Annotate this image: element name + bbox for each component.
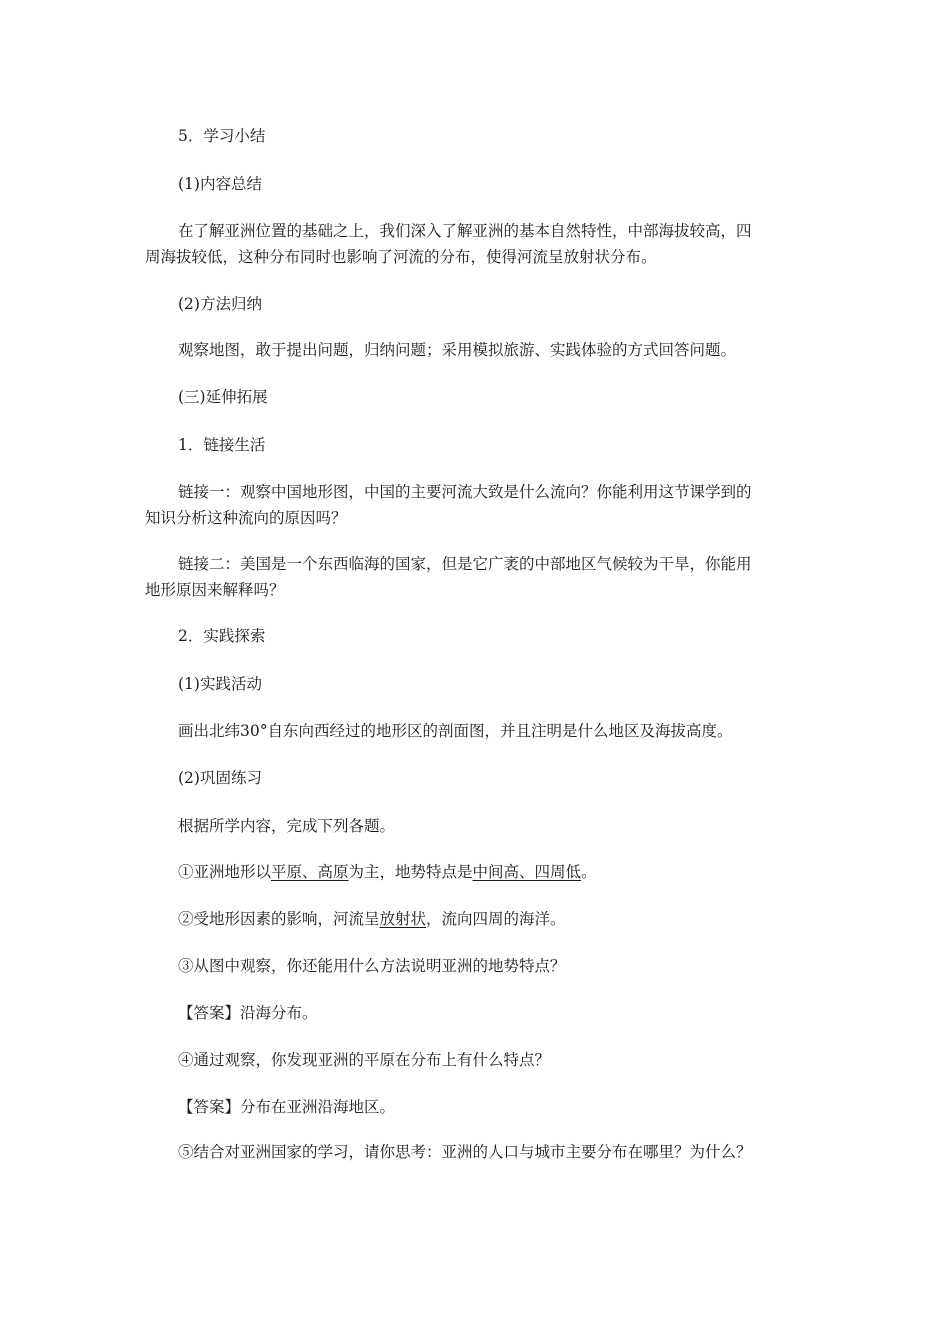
question-4: ④通过观察，你发现亚洲的平原在分布上有什么特点？ <box>178 1051 551 1069</box>
question-1-answer-1: 平原、高原 <box>271 863 349 881</box>
subheading-method-summary: (2)方法归纳 <box>178 295 262 313</box>
section-heading-summary: 5．学习小结 <box>178 127 266 145</box>
paragraph-content-line-1: 在了解亚洲位置的基础之上，我们深入了解亚洲的基本自然特性，中部海拔较高，四 <box>178 222 752 240</box>
question-2-suffix: ，流向四周的海洋。 <box>426 910 566 928</box>
question-1-middle: 为主，地势特点是 <box>348 863 473 881</box>
subheading-practice: 2．实践探索 <box>178 627 266 645</box>
paragraph-activity: 画出北纬30°自东向西经过的地形区的剖面图，并且注明是什么地区及海拔高度。 <box>178 722 733 740</box>
subheading-content-summary: (1)内容总结 <box>178 175 262 193</box>
question-2-answer: 放射状 <box>379 910 427 928</box>
question-3: ③从图中观察，你还能用什么方法说明亚洲的地势特点？ <box>178 957 566 975</box>
paragraph-method: 观察地图，敢于提出问题，归纳问题；采用模拟旅游、实践体验的方式回答问题。 <box>178 341 737 359</box>
subheading-exercise: (2)巩固练习 <box>178 769 262 787</box>
question-1-suffix: 。 <box>581 863 597 881</box>
question-3-answer: 【答案】沿海分布。 <box>178 1004 318 1022</box>
subheading-link-life: 1．链接生活 <box>178 436 266 454</box>
paragraph-content-line-2: 周海拔较低，这种分布同时也影响了河流的分布，使得河流呈放射状分布。 <box>145 248 657 266</box>
link-one-line-1: 链接一：观察中国地形图，中国的主要河流大致是什么流向？你能利用这节课学到的 <box>178 483 752 501</box>
link-two-line-2: 地形原因来解释吗？ <box>145 581 285 599</box>
link-one-line-2: 知识分析这种流向的原因吗？ <box>145 509 347 527</box>
question-5: ⑤结合对亚洲国家的学习，请你思考：亚洲的人口与城市主要分布在哪里？为什么？ <box>178 1143 752 1161</box>
question-1-answer-2: 中间高、四周低 <box>472 863 582 881</box>
section-heading-extension: (三)延伸拓展 <box>178 388 268 406</box>
question-4-answer: 【答案】分布在亚洲沿海地区。 <box>178 1098 396 1116</box>
question-1 <box>178 862 597 882</box>
question-1-prefix: ①亚洲地形以 <box>178 863 272 881</box>
subheading-practice-activity: (1)实践活动 <box>178 675 262 693</box>
exercise-intro: 根据所学内容，完成下列各题。 <box>178 817 396 835</box>
question-2 <box>178 909 566 929</box>
question-2-prefix: ②受地形因素的影响，河流呈 <box>178 910 380 928</box>
link-two-line-1: 链接二：美国是一个东西临海的国家，但是它广袤的中部地区气候较为干旱，你能用 <box>178 555 752 573</box>
